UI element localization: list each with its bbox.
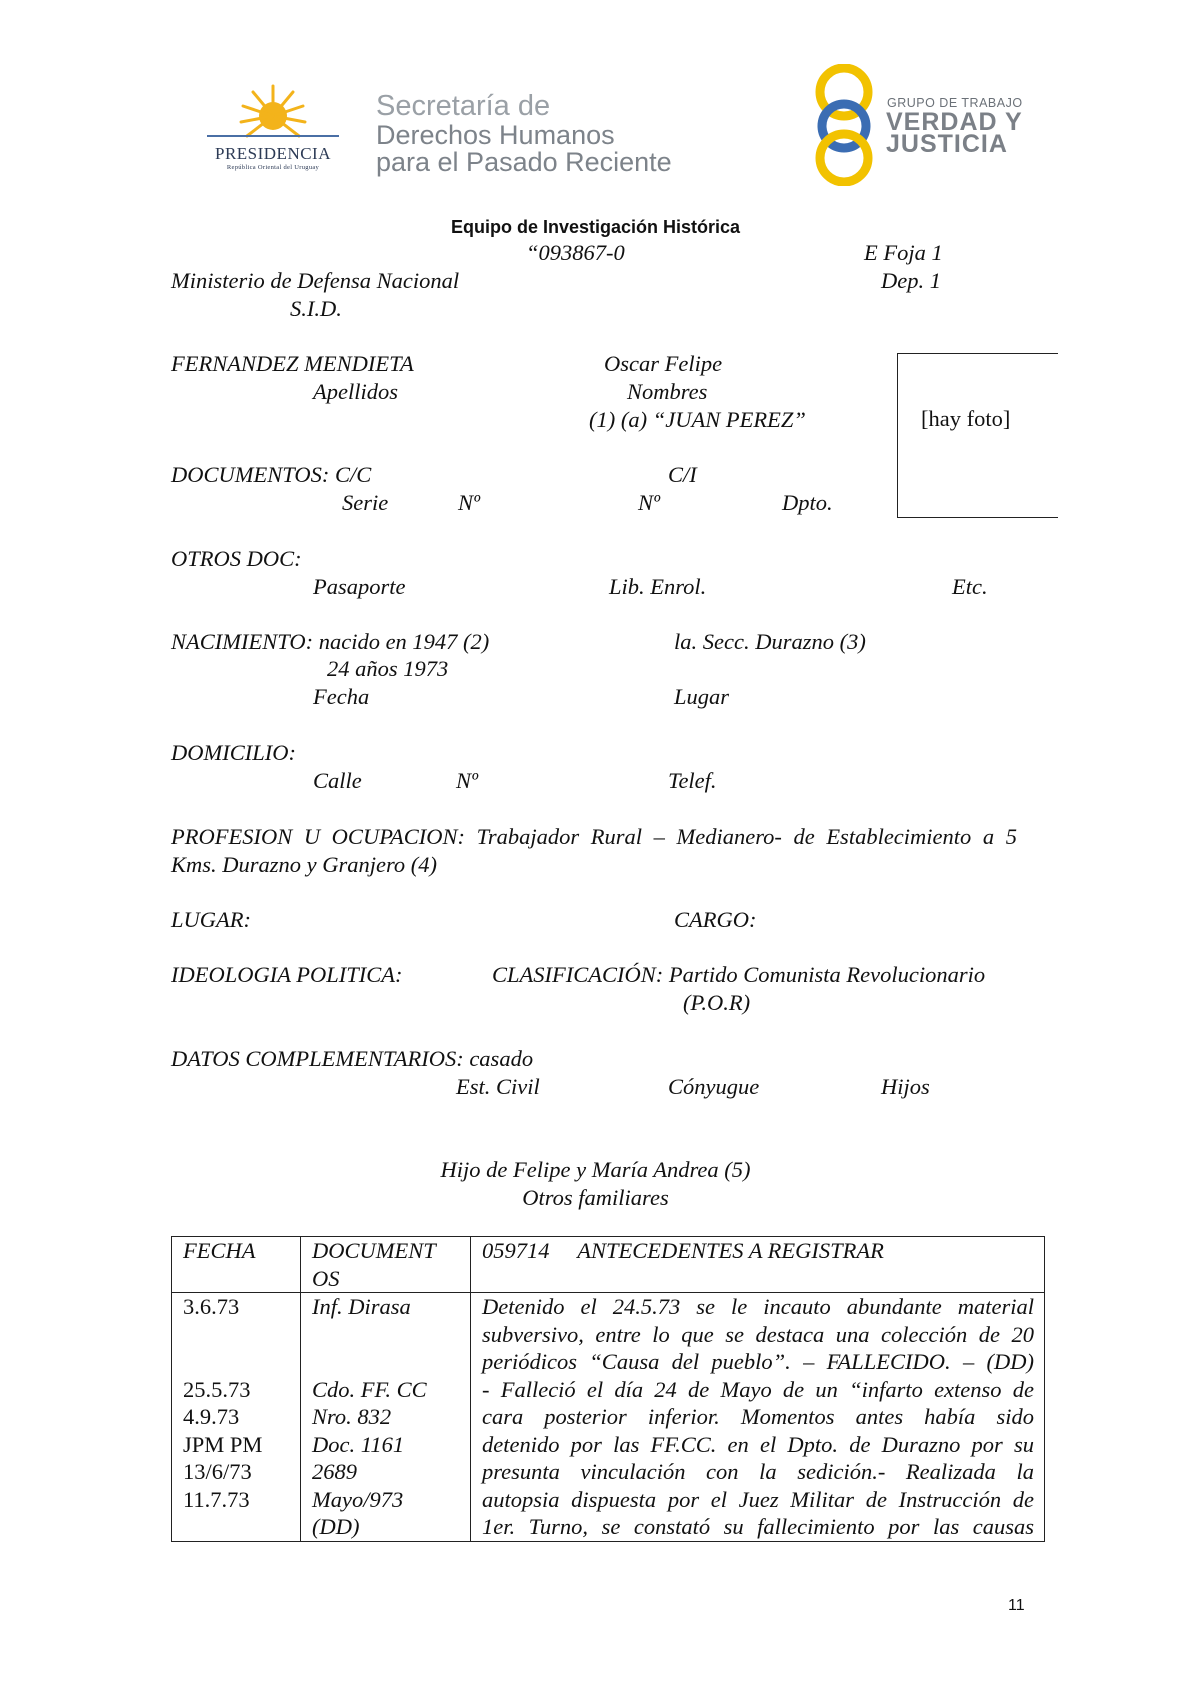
lugar-label: LUGAR: [171, 907, 251, 932]
antecedente-line: detenido por las FF.CC. en el Dpto. de Durazno por su [482, 1431, 1034, 1457]
fecha-entry: 4.9.73 [183, 1404, 240, 1429]
documento-entry [312, 1321, 460, 1349]
ideologia-label: IDEOLOGIA POLITICA: [171, 962, 403, 987]
antecedente-line: subversivo, entre lo que se destaca una colección de 20 [482, 1321, 1034, 1347]
table-header-row [172, 1237, 1045, 1293]
clasificacion-line-1: CLASIFICACIÓN: Partido Comunista Revolucionario [492, 962, 986, 987]
presidencia-label: PRESIDENCIA [214, 144, 331, 163]
fecha-entry: 25.5.73 [183, 1376, 251, 1402]
antecedentes-table [171, 1236, 1045, 1542]
conyugue-label: Cónyugue [668, 1074, 760, 1099]
antecedente-line: 1er. Turno, se constató su fallecimiento por las causas [482, 1514, 1034, 1539]
profesion-line-2: Kms. Durazno y Granjero (4) [171, 852, 438, 877]
sid: S.I.D. [290, 296, 342, 321]
antecedente-line: cara posterior inferior. Momentos antes había sido [482, 1404, 1034, 1429]
header-documentos-line-1: DOCUMENT [312, 1238, 436, 1263]
documento-entry: Mayo/973 [312, 1486, 404, 1512]
alias: (1) (a) “JUAN PEREZ” [589, 407, 806, 432]
age-value: 24 años 1973 [327, 656, 449, 681]
gtvj-line-2: VERDAD Y [886, 108, 1023, 136]
familia-line-2: Otros familiares [522, 1185, 669, 1210]
fecha-entry [183, 1321, 290, 1349]
foja: E Foja 1 [864, 240, 943, 265]
otros-doc-label: OTROS DOC: [171, 546, 302, 571]
antecedente-line: Detenido el 24.5.73 se le incauto abundante material [482, 1294, 1034, 1319]
fecha-label: Fecha [313, 684, 370, 709]
ministry: Ministerio de Defensa Nacional [171, 268, 460, 293]
documentos-label: DOCUMENTOS: C/C [171, 462, 372, 487]
file-number: “093867-0 [526, 240, 625, 265]
ci-number-label: Nº [638, 490, 660, 515]
table-row [172, 1293, 1045, 1542]
pasaporte-label: Pasaporte [313, 574, 406, 599]
documento-entry: Cdo. FF. CC [312, 1376, 427, 1402]
secretaria-line-2: Derechos Humanos [376, 120, 615, 150]
secretaria-line-1: Secretaría de [376, 90, 551, 122]
antecedente-line: - Falleció el día 24 de Mayo de un “infarto extenso de [482, 1376, 1034, 1402]
gtvj-line-3: JUSTICIA [886, 130, 1008, 158]
documentos-cell [301, 1293, 471, 1542]
documento-entry: Inf. Dirasa [312, 1294, 411, 1319]
datos-complementarios-label: DATOS COMPLEMENTARIOS: casado [171, 1046, 534, 1071]
domicilio-label: DOMICILIO: [171, 740, 296, 765]
calle-label: Calle [313, 768, 362, 793]
est-civil-label: Est. Civil [456, 1074, 540, 1099]
fecha-entry: JPM PM [183, 1431, 263, 1457]
antecedente-line: periódicos “Causa del pueblo”. – FALLECIDO. – (DD) [482, 1349, 1034, 1374]
hijos-label: Hijos [881, 1074, 930, 1099]
verdad-justicia-rings-logo [808, 64, 888, 186]
dep: Dep. 1 [881, 268, 941, 293]
domicilio-number-label: Nº [456, 768, 478, 793]
given-names-label: Nombres [627, 379, 708, 404]
header-documentos [301, 1237, 471, 1293]
birth-place-value: la. Secc. Durazno (3) [674, 629, 866, 654]
documento-entry [312, 1348, 460, 1376]
header-fecha: FECHA [172, 1237, 301, 1293]
telef-label: Telef. [668, 768, 717, 793]
photo-placeholder: [hay foto] [921, 406, 1011, 431]
nacimiento-label: NACIMIENTO: nacido en 1947 (2) [171, 629, 490, 654]
header-documentos-line-2: OS [312, 1265, 340, 1291]
fecha-entry: 13/6/73 [183, 1459, 252, 1484]
serie-label: Serie [342, 490, 389, 515]
cc-number-label: Nº [458, 490, 480, 515]
fecha-entry: 11.7.73 [183, 1486, 250, 1512]
secretaria-line-3: para el Pasado Reciente [376, 147, 672, 177]
lib-enrol-label: Lib. Enrol. [609, 574, 707, 599]
cargo-label: CARGO: [674, 907, 757, 932]
etc-label: Etc. [952, 574, 988, 599]
documento-entry: (DD) [312, 1514, 360, 1539]
lugar-birth-label: Lugar [674, 684, 730, 709]
ci-label: C/I [668, 462, 697, 487]
antecedente-line: autopsia dispuesta por el Juez Militar de Instrucción de [482, 1486, 1034, 1512]
surnames-label: Apellidos [313, 379, 398, 404]
gtvj-line-1: GRUPO DE TRABAJO [887, 96, 1023, 110]
familia-line-1: Hijo de Felipe y María Andrea (5) [440, 1157, 751, 1182]
given-names: Oscar Felipe [604, 351, 723, 376]
clasificacion-line-2: (P.O.R) [683, 990, 751, 1015]
antecedentes-cell [471, 1293, 1045, 1542]
fecha-entry [183, 1348, 290, 1376]
profesion-line-1: PROFESION U OCUPACION: Trabajador Rural – Medianero- de Establecimiento a 5 [171, 824, 1017, 849]
photo-box [897, 353, 1058, 518]
presidencia-subtitle: República Oriental del Uruguay [226, 164, 320, 171]
surnames: FERNANDEZ MENDIETA [171, 351, 414, 376]
documento-entry: Nro. 832 [312, 1404, 392, 1429]
header-antecedentes: 059714 ANTECEDENTES A REGISTRAR [471, 1237, 1045, 1293]
page-number: 11 [1008, 1597, 1025, 1614]
dpto-label: Dpto. [782, 490, 833, 515]
antecedente-line: presunta vinculación con la sedición.- Realizada la [482, 1459, 1034, 1484]
fecha-entry: 3.6.73 [183, 1294, 240, 1319]
team-title: Equipo de Investigación Histórica [450, 217, 741, 237]
fechas-cell [172, 1293, 301, 1542]
documento-entry: Doc. 1161 [312, 1431, 405, 1457]
documento-entry: 2689 [312, 1459, 357, 1484]
